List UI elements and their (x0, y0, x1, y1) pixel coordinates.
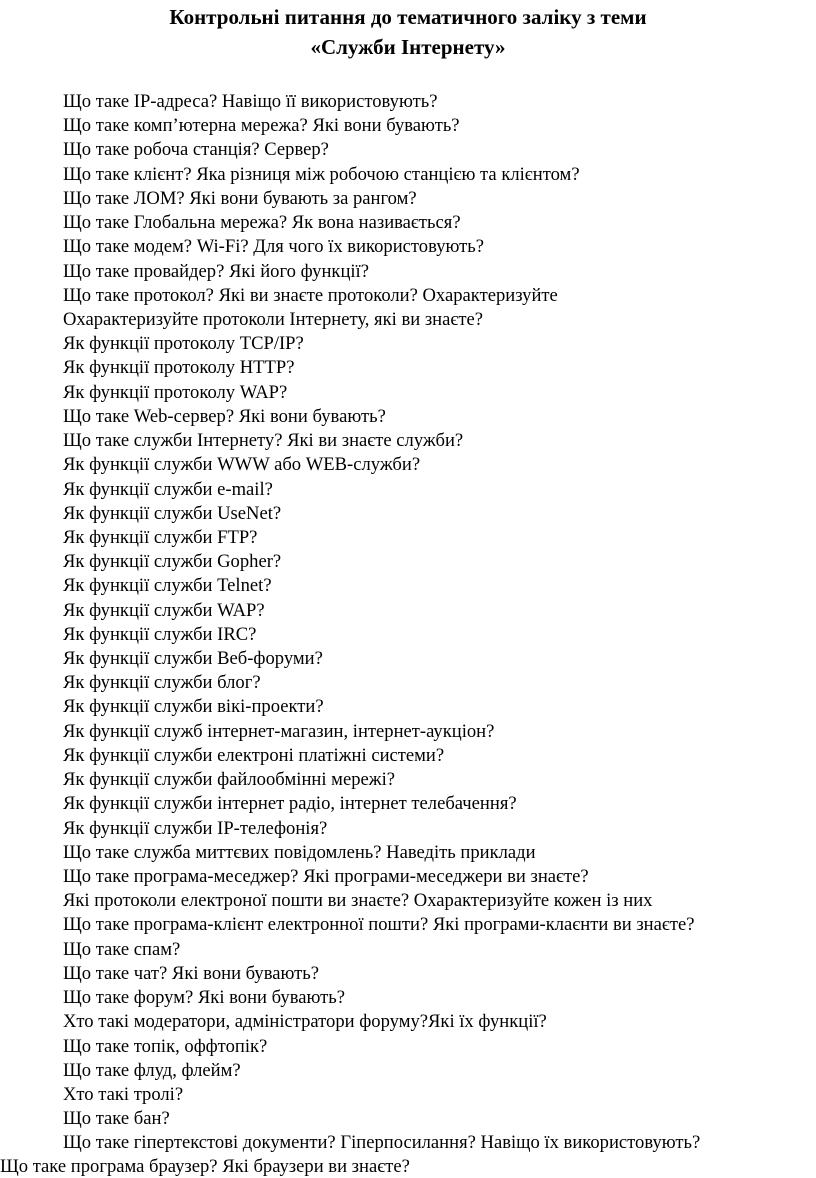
question-text: Хто такі тролі? (63, 1083, 184, 1105)
question-text: Що таке флуд, флейм? (63, 1059, 241, 1081)
question-text: Як функції служби інтернет радіо, інтернет телебачення? (63, 793, 517, 815)
question-text: Як функції служби файлообмінні мережі? (63, 769, 396, 791)
question-text: Як функції служби FTP? (63, 526, 258, 548)
question-text: Що таке клієнт? Яка різниця між робочою станцією та клієнтом? (63, 163, 580, 185)
question-text: Що таке чат? Які вони бувають? (63, 962, 320, 984)
question-text: Як функції протоколу WAP? (63, 381, 288, 403)
question-text: Що таке форум? Які вони бувають? (63, 987, 345, 1009)
question-text: Що таке робоча станція? Сервер? (63, 139, 329, 161)
question-text: Що таке бан? (63, 1108, 170, 1130)
question-text: Що таке гіпертекстові документи? Гіперпосилання? Навіщо їх використовують? (63, 1132, 701, 1154)
question-text: Що таке служби Інтернету? Які ви знаєте служби? (63, 430, 464, 452)
question-text: Як функції служби IP-телефонія? (63, 817, 328, 839)
question-text: Як функції протоколу TCP/IP? (63, 333, 304, 355)
question-text: Охарактеризуйте протоколи Інтернету, які ви знаєте? (63, 308, 483, 330)
question-text: Як функції служби WWW або WEB-служби? (63, 454, 421, 476)
document-title-line-1: Контрольні питання до тематичного заліку з теми (169, 5, 647, 29)
question-text: Що таке програма-клієнт електронної пошти? Які програми-клаєнти ви знаєте? (63, 914, 695, 936)
question-text: Як функції служби Gopher? (63, 551, 282, 573)
question-text: Що таке комп’ютерна мережа? Які вони бувають? (63, 115, 460, 137)
question-text: Що таке провайдер? Які його функції? (63, 260, 369, 282)
question-text: Що таке протокол? Які ви знаєте протоколи? Охарактеризуйте (63, 284, 558, 306)
question-text: Як функції служби IRC? (63, 623, 257, 645)
question-text: Які протоколи електроної пошти ви знаєте? Охарактеризуйте кожен із них (63, 890, 653, 912)
question-text: Що таке програма-меседжер? Які програми-меседжери ви знаєте? (63, 866, 589, 887)
question-text: Як функції служби WAP? (63, 599, 265, 621)
trailing-question: Що таке програма браузер? Які браузери ви знаєте? (0, 1156, 410, 1177)
question-text: Як функції служби вікі-проекти? (63, 696, 324, 718)
question-text: Що таке топік, оффтопік? (63, 1035, 268, 1057)
question-text: Що таке модем? Wi-Fi? Для чого їх використовують? (63, 236, 485, 258)
question-text: Що таке ЛОМ? Які вони бувають за рангом? (63, 187, 417, 209)
question-text: Як функції служби e-mail? (63, 478, 273, 500)
question-text: Що таке служба миттєвих повідомлень? Наведіть приклади (63, 841, 536, 863)
question-text: Як функції служб інтернет-магазин, інтернет-аукціон? (63, 720, 495, 742)
question-text: Як функції служби UseNet? (63, 502, 282, 524)
question-text: Що таке IP-адреса? Навіщо її використовують? (63, 91, 438, 112)
document-title-line-2: «Служби Інтернету» (310, 35, 506, 59)
question-text: Як функції протоколу HTTP? (63, 357, 295, 379)
question-text: Що таке Web-сервер? Які вони бувають? (63, 405, 386, 427)
question-text: Що таке спам? (63, 938, 181, 960)
question-text: Як функції служби блог? (63, 672, 261, 694)
question-text: Хто такі модератори, адміністратори форуму?Які їх функції? (63, 1011, 547, 1033)
question-text: Як функції служби Веб-форуми? (63, 648, 323, 670)
question-text: Як функції служби електроні платіжні системи? (63, 744, 445, 766)
question-text: Що таке Глобальна мережа? Як вона називається? (63, 212, 461, 234)
question-text: Як функції служби Telnet? (63, 575, 272, 597)
